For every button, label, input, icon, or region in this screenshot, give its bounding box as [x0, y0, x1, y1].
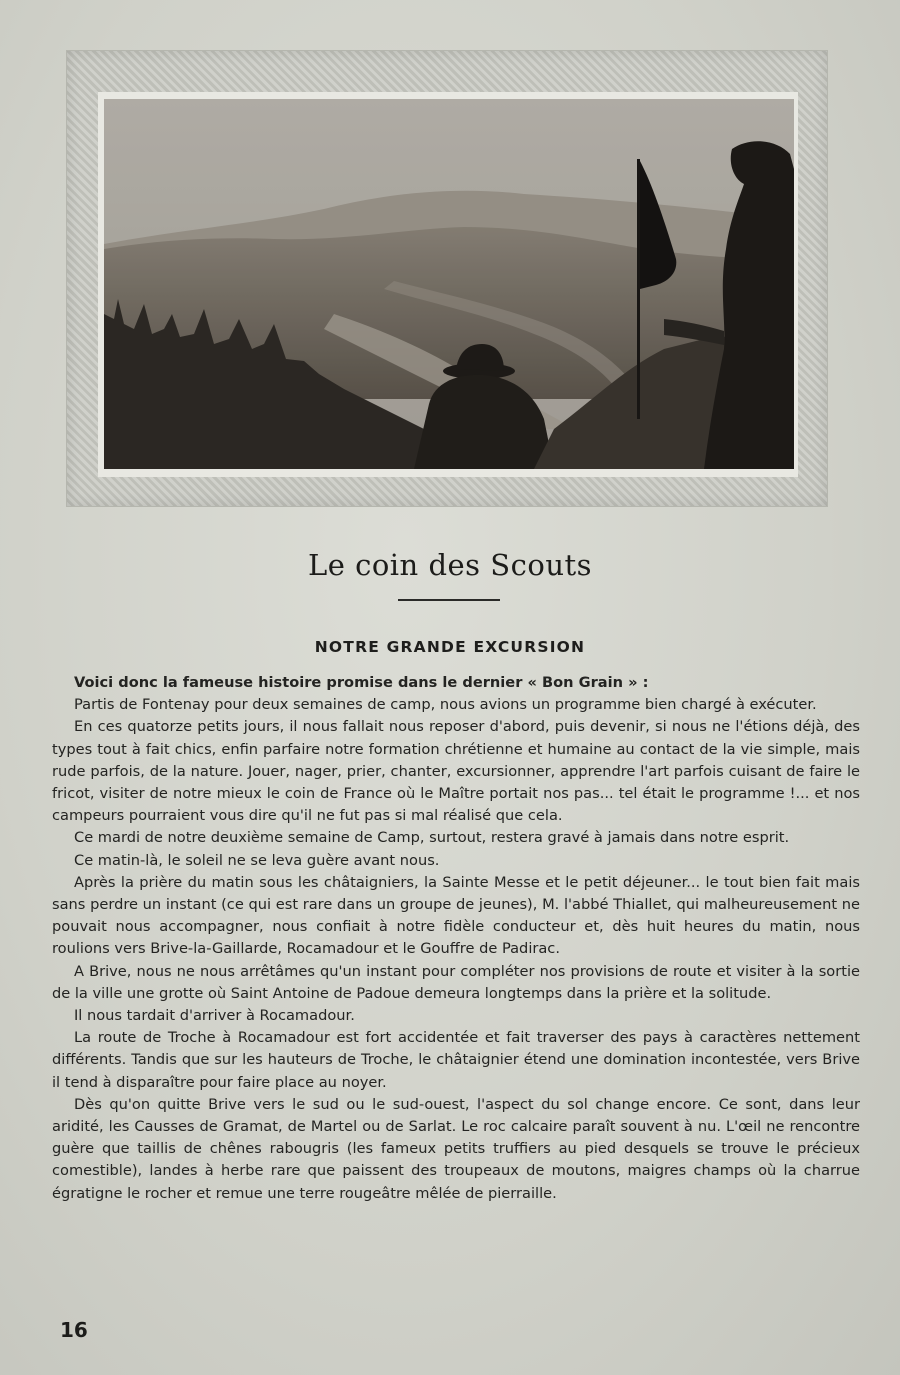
- article-paragraph: La route de Troche à Rocamadour est fort accidentée et fait traverser des pays à caractères nettement différents. Tandis que sur les hauteurs de Troche, le châtaignier étend une domination incontestée, vers Brive il tend à disparaître pour faire place au noyer.: [52, 1029, 860, 1091]
- article-paragraph: Ce matin-là, le soleil ne se leva guère avant nous.: [74, 851, 440, 869]
- article-paragraph: A Brive, nous ne nous arrêtâmes qu'un instant pour compléter nos provisions de route et visiter à la sortie de la ville une grotte où Saint Antoine de Padoue demeura longtemps dans la prière et la solitude.: [52, 962, 860, 1002]
- article-heading: NOTRE GRANDE EXCURSION: [314, 638, 586, 656]
- article-paragraph: En ces quatorze petits jours, il nous fallait nous reposer d'abord, puis devenir, si nous ne l'étions déjà, des types tout à fait chics, enfin parfaire notre formation chrétienne et humaine au contact de la vie simple, mais rude parfois, de la nature. Jouer, nager, prier, chanter, excursionner, apprendre l'art parfois cuisant de faire le fricot, visiter de notre mieux le coin de France où le Maître portait nos pas... tel était le programme !... et nos campeurs pourraient vous dire qu'il ne fut pas si mal réalisé que cela.: [52, 718, 860, 825]
- article-paragraph: Il nous tardait d'arriver à Rocamadour.: [74, 1007, 355, 1025]
- title-underline-divider: [398, 599, 500, 601]
- article-paragraph: Partis de Fontenay pour deux semaines de camp, nous avions un programme bien chargé à exécuter.: [74, 696, 817, 714]
- page-number: 16: [60, 1318, 88, 1342]
- article-paragraph: Après la prière du matin sous les châtaigniers, la Sainte Messe et le petit déjeuner... le tout bien fait mais sans perdre un instant (ce qui est rare dans un groupe de jeunes), M. l'abbé Thiallet, qui malheureusement ne pouvait nous accompagner, nous confiait à notre fidèle conducteur et, dès huit heures du matin, nous roulions vers Brive-la-Gaillarde, Rocamadour et le Gouffre de Padirac.: [52, 873, 860, 958]
- article-body: [52, 672, 860, 1205]
- page-title: Le coin des Scouts: [307, 548, 593, 582]
- article-paragraph: Dès qu'on quitte Brive vers le sud ou le sud-ouest, l'aspect du sol change encore. Ce sont, dans leur aridité, les Causses de Gramat, de Martel ou de Sarlat. Le roc calcaire paraît souvent à nu. L'œil ne rencontre guère que taillis de chênes rabougris (les fameux petits truffiers au pied desquels se trouve le précieux comestible), landes à herbe rare que paissent des troupeaux de moutons, maigres champs où la charrue égratigne le rocher et remue une terre rougeâtre mêlée de pierraille.: [52, 1095, 860, 1202]
- scout-mountain-photo: [104, 99, 794, 469]
- article-paragraph: Ce mardi de notre deuxième semaine de Camp, surtout, restera gravé à jamais dans notre esprit.: [74, 829, 790, 847]
- article-lead-paragraph: Voici donc la fameuse histoire promise dans le dernier « Bon Grain » :: [74, 674, 649, 691]
- mountain-landscape-photo-icon: [104, 99, 794, 469]
